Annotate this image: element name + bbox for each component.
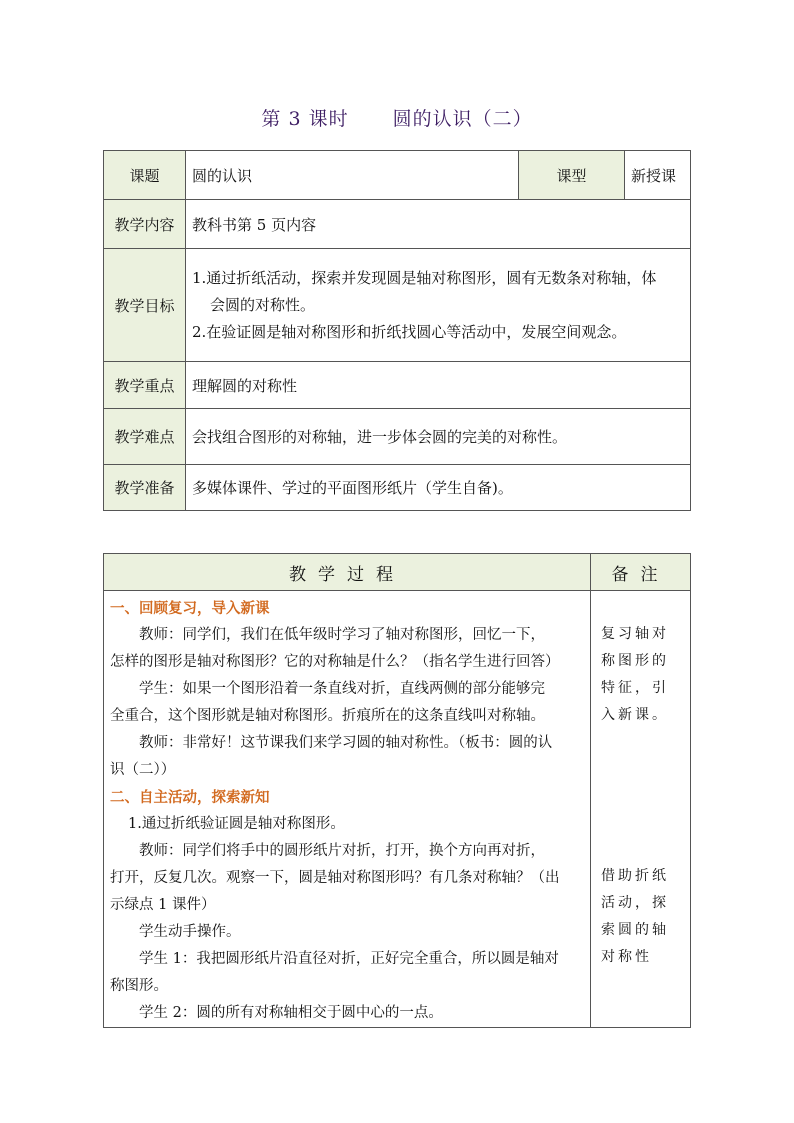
process-line: 称图形。 [110, 978, 168, 994]
difficult-value: 会找组合图形的对称轴，进一步体会圆的完美的对称性。 [186, 409, 691, 465]
process-header: 教学过程 [104, 554, 591, 591]
prep-label: 教学准备 [104, 465, 186, 511]
lesson-number: 第 3 课时 [261, 108, 349, 130]
process-line: 教师：非常好！这节课我们来学习圆的轴对称性。（板书：圆的认 [139, 735, 553, 751]
process-line: 教师：同学们将手中的圆形纸片对折，打开，换个方向再对折， [139, 843, 545, 859]
process-line: 示绿点 1 课件） [110, 897, 216, 913]
note-line: 活动，探 [601, 895, 669, 911]
difficult-label: 教学难点 [104, 409, 186, 465]
page-title [0, 104, 794, 131]
note-header: 备注 [591, 554, 691, 591]
objective-line: 1.通过折纸活动，探索并发现圆是轴对称图形，圆有无数条对称轴，体 [192, 268, 657, 287]
prep-value: 多媒体课件、学过的平面图形纸片（学生自备)。 [186, 465, 691, 511]
objective-label: 教学目标 [104, 249, 186, 362]
note-line: 特征，引 [601, 680, 669, 696]
note-line: 入新课。 [601, 707, 669, 723]
objective-line: 2.在验证圆是轴对称图形和折纸找圆心等活动中，发展空间观念。 [192, 322, 627, 341]
key-label: 教学重点 [104, 362, 186, 409]
type-label: 课型 [519, 151, 625, 200]
process-line: 识（二）） [110, 762, 176, 778]
process-line: 1.通过折纸验证圆是轴对称图形。 [128, 816, 345, 832]
section-heading: 二、自主活动，探索新知 [110, 789, 270, 806]
process-line: 打开，反复几次。观察一下，圆是轴对称图形吗？有几条对称轴？（出 [110, 870, 560, 886]
section-heading: 一、回顾复习，导入新课 [110, 600, 270, 617]
process-line: 学生：如果一个图形沿着一条直线对折，直线两侧的部分能够完 [139, 681, 545, 697]
note-line: 复习轴对 [601, 626, 669, 642]
objective-line: 会圆的对称性。 [210, 295, 316, 314]
process-line: 全重合，这个图形就是轴对称图形。折痕所在的这条直线叫对称轴。 [110, 708, 545, 724]
process-line: 学生 2：圆的所有对称轴相交于圆中心的一点。 [139, 1005, 443, 1021]
objective-value [186, 249, 691, 362]
process-line: 教师：同学们，我们在低年级时学习了轴对称图形，回忆一下， [139, 627, 545, 643]
note-line: 索圆的轴 [601, 922, 669, 938]
content-label: 教学内容 [104, 200, 186, 249]
content-value: 教科书第 5 页内容 [186, 200, 691, 249]
topic-value: 圆的认识 [186, 151, 519, 200]
topic-label: 课题 [104, 151, 186, 200]
note-line: 称图形的 [601, 653, 669, 669]
process-content [104, 591, 591, 1028]
note-line: 借助折纸 [601, 868, 669, 884]
note-line: 对称性 [601, 949, 652, 965]
lesson-topic: 圆的认识（二） [392, 108, 533, 130]
key-value: 理解圆的对称性 [186, 362, 691, 409]
type-value: 新授课 [625, 151, 691, 200]
note-content [591, 591, 691, 1028]
process-line: 怎样的图形是轴对称图形？它的对称轴是什么？（指名学生进行回答） [110, 654, 560, 670]
teaching-process-table [103, 553, 691, 1028]
process-line: 学生动手操作。 [139, 924, 241, 940]
lesson-info-table [103, 150, 691, 511]
process-line: 学生 1：我把圆形纸片沿直径对折，正好完全重合，所以圆是轴对 [139, 951, 559, 967]
